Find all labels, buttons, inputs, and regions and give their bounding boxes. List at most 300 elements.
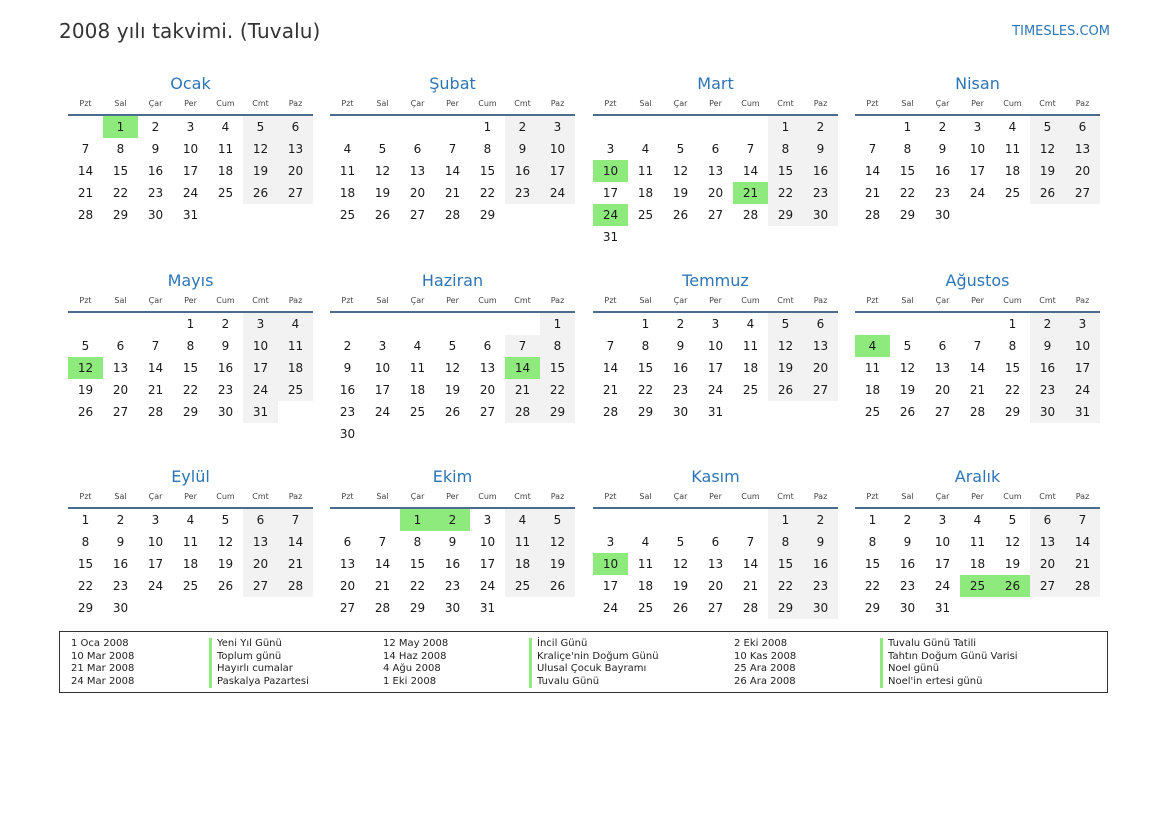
day-cell: 11 <box>637 164 654 178</box>
day-cell: 27 <box>339 601 356 615</box>
day-cell: 22 <box>768 182 803 204</box>
weekday-label: Sal <box>901 492 914 501</box>
day-cell: 23 <box>934 186 951 200</box>
weekday-label: Cum <box>1003 492 1022 501</box>
day-cell: 15 <box>864 557 881 571</box>
weekday-label: Paz <box>288 492 303 501</box>
day-cell: 28 <box>147 405 164 419</box>
legend-holiday-name: Noel günü <box>880 663 1018 676</box>
empty-day-cell <box>628 509 663 531</box>
day-cell: 3 <box>378 339 387 353</box>
day-cell: 14 <box>742 164 759 178</box>
holiday-day-cell: 14 <box>505 357 540 379</box>
day-cell: 24 <box>969 186 986 200</box>
day-cell: 19 <box>672 579 689 593</box>
month-title: Ağustos <box>945 271 1010 290</box>
day-cell: 18 <box>278 357 313 379</box>
month-block <box>330 467 575 643</box>
day-cell: 27 <box>803 379 838 401</box>
day-cell: 14 <box>77 164 94 178</box>
day-cell: 5 <box>768 313 803 335</box>
day-cell: 30 <box>339 427 356 441</box>
day-cell: 28 <box>278 575 313 597</box>
day-cell: 17 <box>243 357 278 379</box>
day-cell: 29 <box>768 204 803 226</box>
weekday-label: Cmt <box>777 296 794 305</box>
day-cell: 31 <box>707 405 724 419</box>
day-cell: 24 <box>147 579 164 593</box>
weekday-label: Cmt <box>252 99 269 108</box>
day-cell: 20 <box>479 383 496 397</box>
day-cell: 6 <box>1030 509 1065 531</box>
day-cell: 8 <box>768 138 803 160</box>
day-cell: 19 <box>1004 557 1021 571</box>
day-cell: 3 <box>243 313 278 335</box>
empty-day-cell <box>365 313 400 335</box>
day-cell: 8 <box>641 339 650 353</box>
day-cell: 20 <box>1030 553 1065 575</box>
weekday-label: Cmt <box>1039 492 1056 501</box>
day-cell: 10 <box>147 535 164 549</box>
day-cell: 16 <box>505 160 540 182</box>
weekday-label: Paz <box>550 99 565 108</box>
day-cell: 4 <box>413 339 422 353</box>
weekday-label: Sal <box>114 296 127 305</box>
day-cell: 7 <box>868 142 877 156</box>
weekday-label: Pzt <box>79 99 92 108</box>
day-grid <box>330 509 575 619</box>
day-cell: 3 <box>938 513 947 527</box>
day-cell: 5 <box>81 339 90 353</box>
day-cell: 1 <box>540 313 575 335</box>
weekday-label: Sal <box>376 492 389 501</box>
day-cell: 10 <box>479 535 496 549</box>
weekday-label: Sal <box>901 99 914 108</box>
day-cell: 21 <box>77 186 94 200</box>
empty-day-cell <box>698 116 733 138</box>
day-cell: 7 <box>746 535 755 549</box>
day-cell: 14 <box>278 531 313 553</box>
month-block <box>330 74 575 250</box>
day-cell: 26 <box>243 182 278 204</box>
day-cell: 27 <box>479 405 496 419</box>
weekday-label: Cmt <box>1039 296 1056 305</box>
day-cell: 17 <box>1065 357 1100 379</box>
weekday-label: Çar <box>935 492 950 501</box>
weekday-label: Paz <box>1075 492 1090 501</box>
day-cell: 22 <box>899 186 916 200</box>
weekday-label: Çar <box>673 492 688 501</box>
day-cell: 9 <box>505 138 540 160</box>
day-cell: 21 <box>505 379 540 401</box>
weekday-header <box>68 292 313 310</box>
day-cell: 31 <box>934 601 951 615</box>
weekday-label: Cmt <box>1039 99 1056 108</box>
day-cell: 24 <box>374 405 391 419</box>
day-cell: 14 <box>864 164 881 178</box>
legend-holiday-name: İncil Günü <box>529 638 659 651</box>
day-cell: 1 <box>641 317 650 331</box>
weekday-label: Per <box>184 99 197 108</box>
day-cell: 2 <box>221 317 230 331</box>
day-cell: 19 <box>768 357 803 379</box>
day-cell: 14 <box>602 361 619 375</box>
day-cell: 20 <box>934 383 951 397</box>
weekday-label: Cum <box>1003 296 1022 305</box>
weekday-label: Sal <box>376 99 389 108</box>
day-cell: 15 <box>182 361 199 375</box>
empty-day-cell <box>925 313 960 335</box>
day-cell: 24 <box>707 383 724 397</box>
day-cell: 19 <box>374 186 391 200</box>
weekday-label: Sal <box>639 492 652 501</box>
day-cell: 27 <box>707 601 724 615</box>
day-cell: 16 <box>112 557 129 571</box>
day-cell: 23 <box>672 383 689 397</box>
day-cell: 26 <box>374 208 391 222</box>
day-cell: 23 <box>803 575 838 597</box>
day-grid <box>593 116 838 248</box>
day-grid <box>68 509 313 619</box>
day-cell: 17 <box>602 186 619 200</box>
day-cell: 17 <box>602 579 619 593</box>
day-cell: 7 <box>505 335 540 357</box>
legend-date: 10 Kas 2008 <box>734 650 797 662</box>
legend-date: 26 Ara 2008 <box>734 675 796 687</box>
day-cell: 22 <box>112 186 129 200</box>
day-cell: 11 <box>409 361 426 375</box>
day-cell: 3 <box>606 142 615 156</box>
day-cell: 18 <box>182 557 199 571</box>
day-cell: 18 <box>1004 164 1021 178</box>
day-cell: 15 <box>768 553 803 575</box>
day-cell: 19 <box>243 160 278 182</box>
empty-day-cell <box>733 509 768 531</box>
day-cell: 31 <box>1065 401 1100 423</box>
day-cell: 30 <box>899 601 916 615</box>
day-cell: 15 <box>112 164 129 178</box>
day-cell: 19 <box>899 383 916 397</box>
day-cell: 12 <box>672 557 689 571</box>
weekday-label: Per <box>971 296 984 305</box>
day-cell: 28 <box>864 208 881 222</box>
day-cell: 13 <box>803 335 838 357</box>
day-cell: 25 <box>278 379 313 401</box>
page-title: 2008 yılı takvimi. (Tuvalu) <box>59 19 321 43</box>
day-cell: 8 <box>116 142 125 156</box>
day-cell: 11 <box>864 361 881 375</box>
day-cell: 6 <box>711 142 720 156</box>
weekday-label: Cum <box>478 99 497 108</box>
holiday-day-cell: 1 <box>103 116 138 138</box>
day-cell: 30 <box>803 204 838 226</box>
day-cell: 5 <box>243 116 278 138</box>
weekday-label: Paz <box>813 296 828 305</box>
weekday-label: Pzt <box>341 99 354 108</box>
day-cell: 23 <box>899 579 916 593</box>
day-cell: 4 <box>186 513 195 527</box>
day-cell: 23 <box>444 579 461 593</box>
weekday-label: Çar <box>673 99 688 108</box>
day-cell: 29 <box>864 601 881 615</box>
day-cell: 17 <box>934 557 951 571</box>
day-cell: 8 <box>81 535 90 549</box>
day-cell: 13 <box>409 164 426 178</box>
brand-link[interactable]: TIMESLES.COM <box>1012 24 1110 39</box>
weekday-label: Sal <box>639 99 652 108</box>
day-cell: 18 <box>742 361 759 375</box>
day-cell: 6 <box>243 509 278 531</box>
day-cell: 10 <box>182 142 199 156</box>
empty-day-cell <box>435 313 470 335</box>
day-cell: 20 <box>112 383 129 397</box>
weekday-label: Per <box>184 492 197 501</box>
day-cell: 2 <box>151 120 160 134</box>
legend-holiday-name: Noel'in ertesi günü <box>880 676 1018 689</box>
day-cell: 4 <box>1008 120 1017 134</box>
day-cell: 23 <box>217 383 234 397</box>
day-cell: 12 <box>374 164 391 178</box>
day-cell: 28 <box>742 208 759 222</box>
weekday-label: Pzt <box>604 296 617 305</box>
weekday-label: Per <box>709 296 722 305</box>
day-cell: 10 <box>707 339 724 353</box>
day-cell: 18 <box>637 186 654 200</box>
day-cell: 18 <box>505 553 540 575</box>
weekday-label: Per <box>184 296 197 305</box>
day-cell: 4 <box>973 513 982 527</box>
holiday-day-cell: 24 <box>593 204 628 226</box>
day-cell: 13 <box>339 557 356 571</box>
day-cell: 1 <box>483 120 492 134</box>
day-cell: 3 <box>711 317 720 331</box>
day-cell: 9 <box>448 535 457 549</box>
legend-holiday-name: Toplum günü <box>209 651 309 664</box>
weekday-label: Per <box>971 99 984 108</box>
day-cell: 28 <box>374 601 391 615</box>
day-cell: 2 <box>116 513 125 527</box>
day-cell: 2 <box>803 116 838 138</box>
day-cell: 11 <box>278 335 313 357</box>
weekday-label: Cmt <box>514 99 531 108</box>
day-cell: 8 <box>483 142 492 156</box>
day-cell: 20 <box>803 357 838 379</box>
day-cell: 23 <box>339 405 356 419</box>
day-cell: 31 <box>479 601 496 615</box>
day-cell: 9 <box>903 535 912 549</box>
day-cell: 13 <box>243 531 278 553</box>
day-cell: 3 <box>151 513 160 527</box>
day-cell: 29 <box>77 601 94 615</box>
day-cell: 1 <box>81 513 90 527</box>
day-cell: 15 <box>899 164 916 178</box>
weekday-label: Pzt <box>604 492 617 501</box>
legend-holiday-name: Hayırlı cumalar <box>209 663 309 676</box>
month-block <box>330 271 575 447</box>
day-cell: 18 <box>864 383 881 397</box>
day-cell: 31 <box>182 208 199 222</box>
day-cell: 22 <box>1004 383 1021 397</box>
day-cell: 16 <box>339 383 356 397</box>
day-cell: 15 <box>409 557 426 571</box>
day-cell: 21 <box>1065 553 1100 575</box>
day-grid <box>855 313 1100 423</box>
month-title: Ekim <box>432 467 473 486</box>
day-cell: 19 <box>444 383 461 397</box>
legend-date: 1 Oca 2008 <box>71 638 129 649</box>
day-cell: 31 <box>243 401 278 423</box>
day-cell: 27 <box>112 405 129 419</box>
weekday-header <box>855 95 1100 113</box>
weekday-label: Pzt <box>866 99 879 108</box>
day-cell: 7 <box>278 509 313 531</box>
day-cell: 14 <box>147 361 164 375</box>
day-cell: 23 <box>112 579 129 593</box>
day-cell: 24 <box>934 579 951 593</box>
day-cell: 9 <box>221 339 230 353</box>
day-cell: 2 <box>903 513 912 527</box>
day-cell: 24 <box>540 182 575 204</box>
day-cell: 21 <box>864 186 881 200</box>
weekday-label: Per <box>446 296 459 305</box>
weekday-label: Cmt <box>252 492 269 501</box>
day-cell: 1 <box>868 513 877 527</box>
day-cell: 28 <box>77 208 94 222</box>
day-cell: 25 <box>339 208 356 222</box>
day-grid <box>68 313 313 423</box>
day-cell: 29 <box>112 208 129 222</box>
day-cell: 5 <box>903 339 912 353</box>
holiday-legend <box>59 631 1108 693</box>
weekday-label: Cum <box>478 296 497 305</box>
weekday-label: Pzt <box>341 492 354 501</box>
day-cell: 12 <box>672 164 689 178</box>
weekday-header <box>593 95 838 113</box>
month-block <box>855 271 1100 447</box>
day-cell: 7 <box>378 535 387 549</box>
month-title: Kasım <box>691 467 740 486</box>
day-cell: 27 <box>1030 575 1065 597</box>
day-cell: 6 <box>1065 116 1100 138</box>
legend-holiday-name: Tuvalu Günü Tatili <box>880 638 1018 651</box>
day-cell: 27 <box>1065 182 1100 204</box>
day-cell: 14 <box>374 557 391 571</box>
day-cell: 18 <box>969 557 986 571</box>
day-cell: 11 <box>217 142 234 156</box>
day-cell: 7 <box>746 142 755 156</box>
day-cell: 7 <box>606 339 615 353</box>
day-cell: 2 <box>676 317 685 331</box>
weekday-label: Paz <box>1075 296 1090 305</box>
day-cell: 16 <box>803 160 838 182</box>
empty-day-cell <box>698 509 733 531</box>
day-cell: 1 <box>768 509 803 531</box>
weekday-label: Cum <box>1003 99 1022 108</box>
month-title: Mayıs <box>167 271 214 290</box>
day-cell: 4 <box>343 142 352 156</box>
day-cell: 5 <box>1008 513 1017 527</box>
holiday-day-cell: 10 <box>593 160 628 182</box>
day-cell: 4 <box>641 142 650 156</box>
day-cell: 25 <box>637 601 654 615</box>
day-cell: 11 <box>182 535 199 549</box>
day-cell: 15 <box>1004 361 1021 375</box>
holiday-day-cell: 21 <box>733 182 768 204</box>
day-cell: 16 <box>1030 357 1065 379</box>
month-title: Nisan <box>955 74 1000 93</box>
day-cell: 21 <box>969 383 986 397</box>
legend-date-column <box>734 638 796 688</box>
empty-day-cell <box>330 509 365 531</box>
weekday-label: Cum <box>741 99 760 108</box>
empty-day-cell <box>68 116 103 138</box>
empty-day-cell <box>330 313 365 335</box>
month-block <box>68 467 313 643</box>
day-cell: 9 <box>803 138 838 160</box>
month-title: Temmuz <box>682 271 749 290</box>
day-cell: 12 <box>899 361 916 375</box>
day-cell: 7 <box>973 339 982 353</box>
weekday-header <box>593 292 838 310</box>
holiday-day-cell: 4 <box>855 335 890 357</box>
day-cell: 24 <box>602 601 619 615</box>
empty-day-cell <box>663 509 698 531</box>
day-cell: 16 <box>934 164 951 178</box>
day-cell: 26 <box>672 208 689 222</box>
day-cell: 26 <box>540 575 575 597</box>
weekday-label: Per <box>971 492 984 501</box>
month-block <box>855 74 1100 250</box>
day-cell: 9 <box>151 142 160 156</box>
month-title: Eylül <box>171 467 210 486</box>
day-cell: 10 <box>934 535 951 549</box>
day-grid <box>330 116 575 226</box>
empty-day-cell <box>855 313 890 335</box>
day-cell: 31 <box>602 230 619 244</box>
day-cell: 28 <box>1065 575 1100 597</box>
weekday-label: Per <box>709 99 722 108</box>
day-cell: 17 <box>969 164 986 178</box>
weekday-label: Çar <box>935 99 950 108</box>
day-cell: 30 <box>1030 401 1065 423</box>
day-cell: 13 <box>707 557 724 571</box>
empty-day-cell <box>365 116 400 138</box>
day-cell: 22 <box>182 383 199 397</box>
day-cell: 20 <box>339 579 356 593</box>
weekday-label: Pzt <box>79 492 92 501</box>
day-cell: 15 <box>77 557 94 571</box>
day-cell: 10 <box>540 138 575 160</box>
weekday-label: Çar <box>148 99 163 108</box>
weekday-label: Per <box>709 492 722 501</box>
day-cell: 5 <box>676 535 685 549</box>
day-cell: 11 <box>1004 142 1021 156</box>
day-cell: 8 <box>186 339 195 353</box>
weekday-label: Paz <box>813 99 828 108</box>
day-cell: 28 <box>602 405 619 419</box>
month-title: Aralık <box>954 467 1001 486</box>
day-cell: 17 <box>147 557 164 571</box>
day-cell: 14 <box>742 557 759 571</box>
day-cell: 19 <box>672 186 689 200</box>
day-cell: 14 <box>1065 531 1100 553</box>
weekday-label: Paz <box>288 99 303 108</box>
empty-day-cell <box>103 313 138 335</box>
empty-day-cell <box>400 116 435 138</box>
month-title: Şubat <box>429 74 476 93</box>
empty-day-cell <box>960 313 995 335</box>
empty-day-cell <box>663 116 698 138</box>
